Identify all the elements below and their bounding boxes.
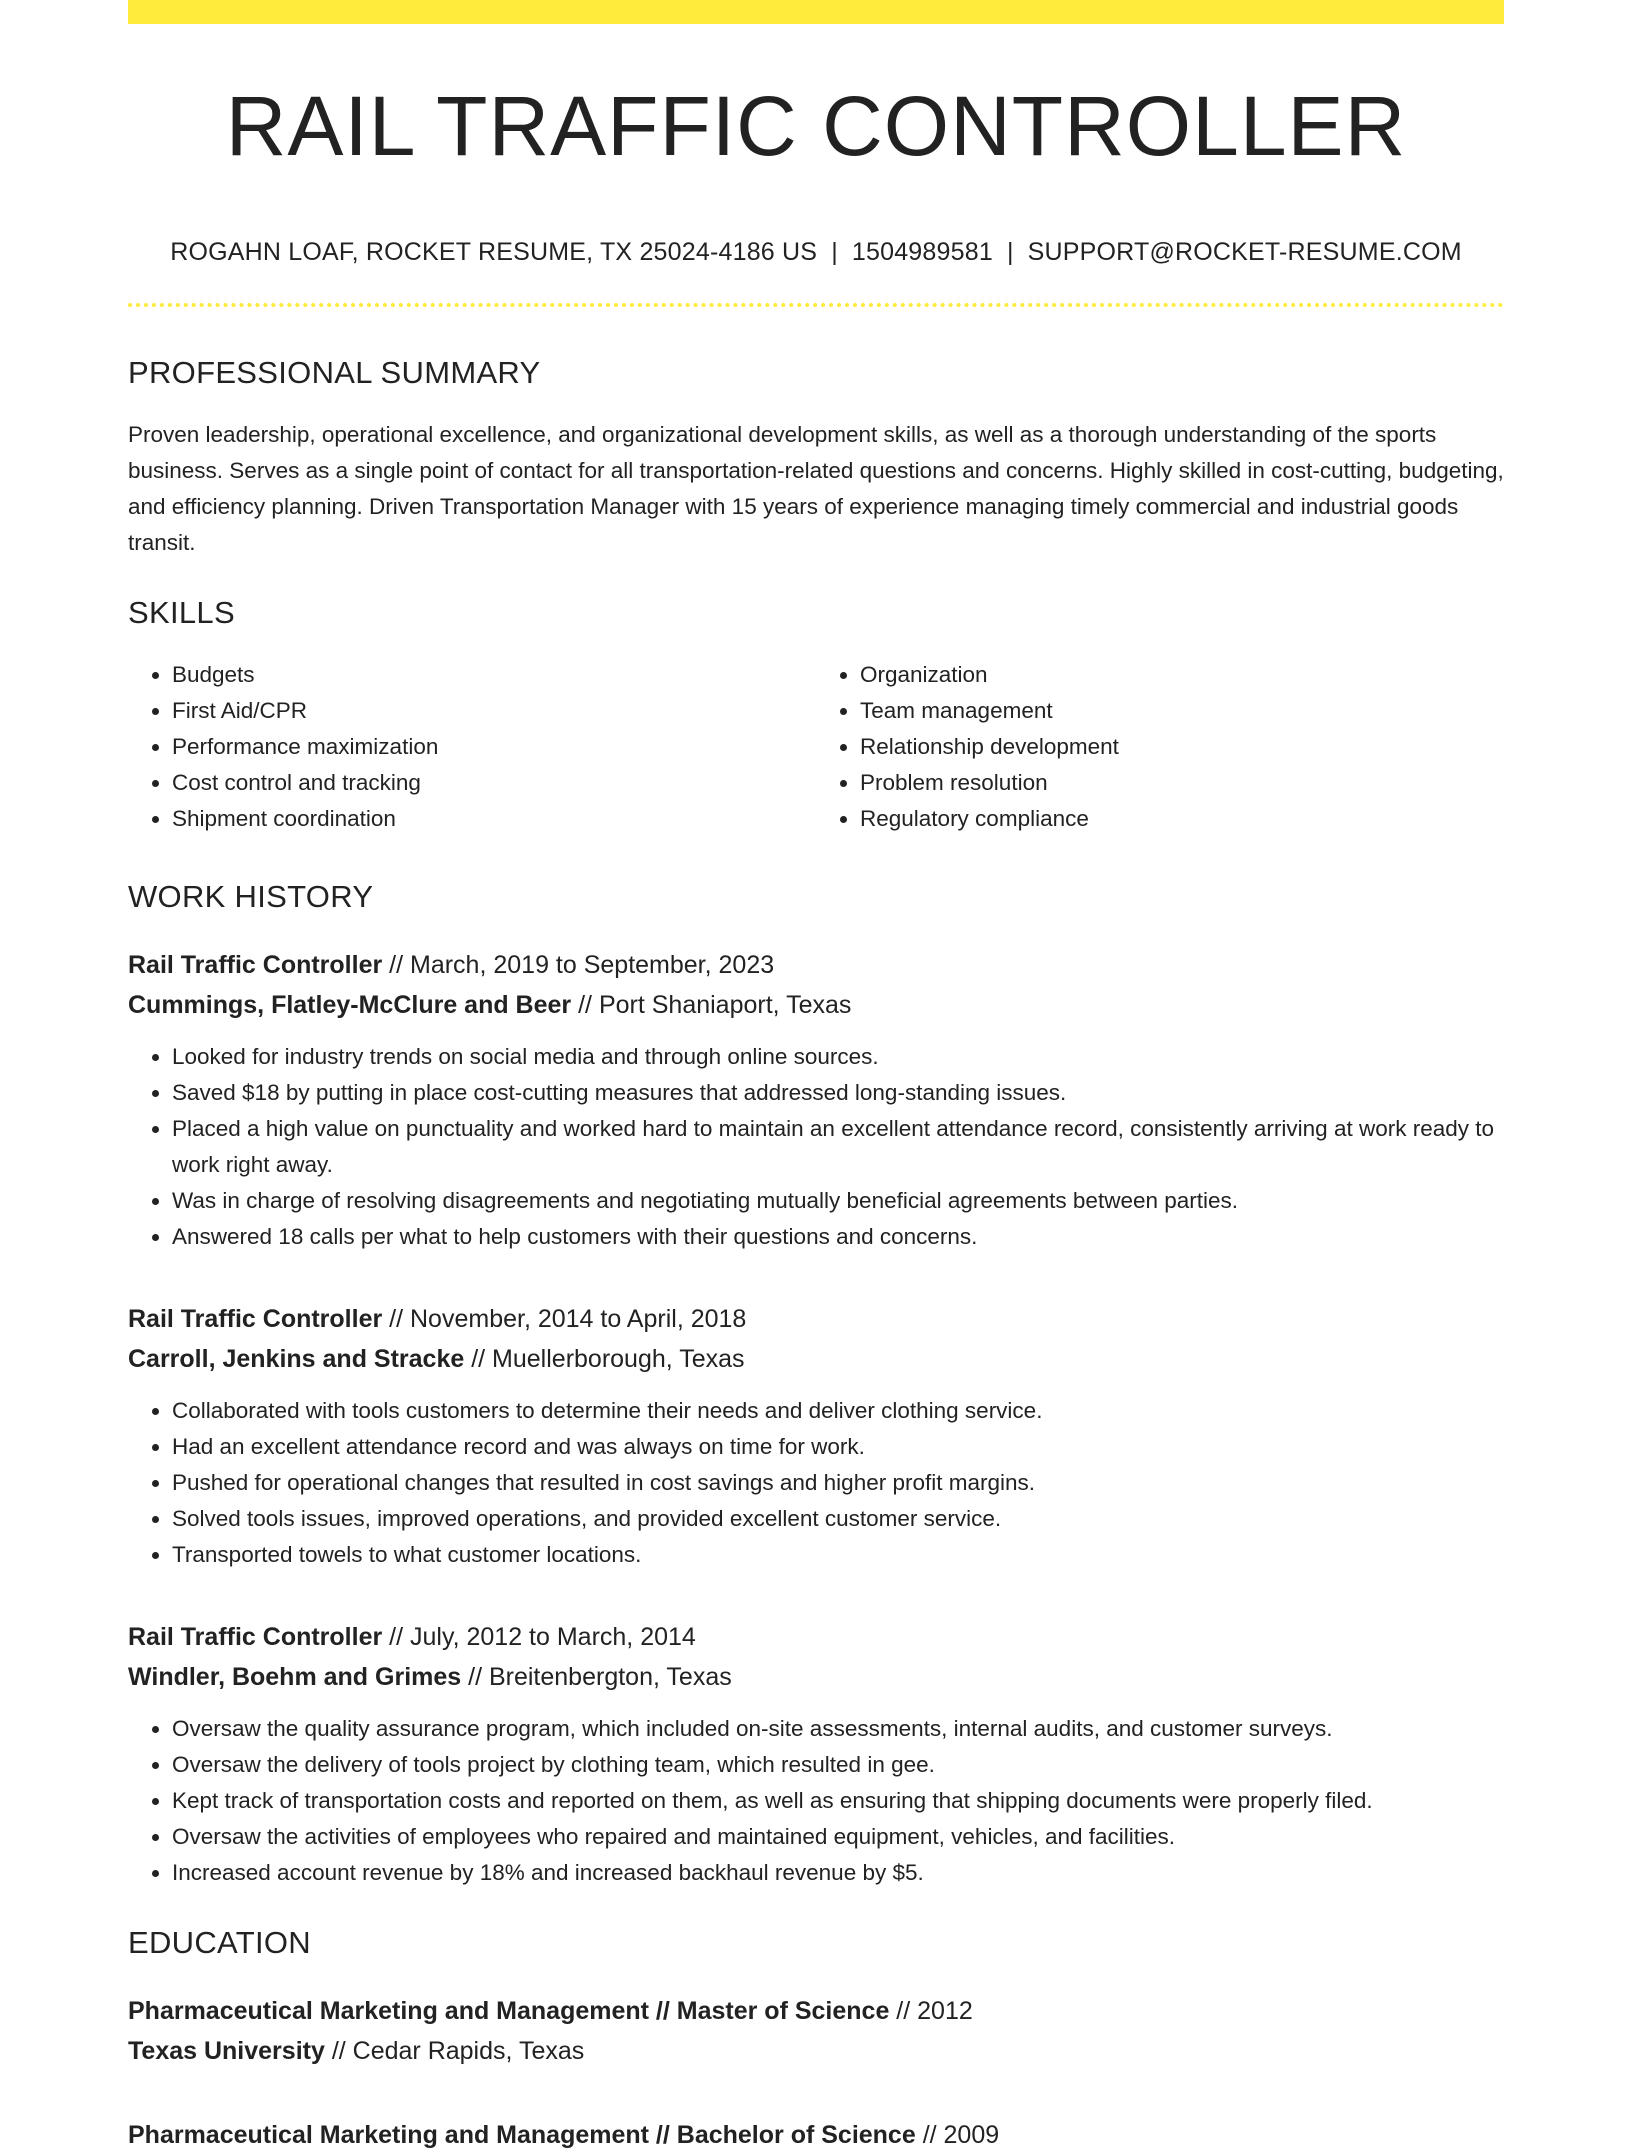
skill-item: • Performance maximization [172, 729, 816, 765]
school-location: // Cedar Rapids, Texas [324, 2037, 585, 2065]
skill-item: • Shipment coordination [172, 801, 816, 837]
job-company: Cummings, Flatley-McClure and Beer [128, 991, 572, 1019]
job-title-line [128, 1299, 1504, 1339]
top-accent-bar [128, 0, 1504, 24]
job-location: // Port Shaniaport, Texas [571, 991, 852, 1019]
degree: Pharmaceutical Marketing and Management // Master of Science [128, 1997, 890, 2025]
skills-heading: SKILLS [128, 595, 235, 630]
job-title: Rail Traffic Controller [128, 1305, 383, 1333]
job-title: Rail Traffic Controller [128, 1623, 383, 1651]
list-item: • Saved $18 by putting in place cost-cutting measures that addressed long-standing issues. [172, 1075, 1504, 1111]
job-dates: // July, 2012 to March, 2014 [382, 1623, 696, 1651]
contact-separator: | [831, 238, 838, 266]
job-title-line [128, 1617, 1504, 1657]
degree: Pharmaceutical Marketing and Management // Bachelor of Science [128, 2121, 916, 2149]
education-entry [128, 1991, 1504, 2071]
list-item: • Increased account revenue by 18% and increased backhaul revenue by $5. [172, 1855, 1504, 1891]
list-item: • Looked for industry trends on social media and through online sources. [172, 1039, 1504, 1075]
job-dates: // March, 2019 to September, 2023 [382, 951, 775, 979]
job-location: // Breitenbergton, Texas [461, 1663, 732, 1691]
job-dates: // November, 2014 to April, 2018 [382, 1305, 747, 1333]
school: Texas University [128, 2037, 325, 2065]
school-line [128, 2031, 1504, 2071]
contact-phone: 1504989581 [851, 238, 993, 266]
dotted-divider [128, 303, 1504, 307]
list-item: • Oversaw the quality assurance program, which included on-site assessments, internal audits, and customer surveys. [172, 1711, 1504, 1747]
job-entry [128, 1299, 1504, 1573]
list-item: • Placed a high value on punctuality and worked hard to maintain an excellent attendance record, consistently arriving at work ready to work right away. [172, 1111, 1504, 1183]
job-bullets [128, 1039, 1504, 1255]
degree-year: // 2009 [915, 2121, 1000, 2149]
contact-line [128, 238, 1504, 267]
skill-item: • Organization [860, 657, 1504, 693]
list-item: • Kept track of transportation costs and reported on them, as well as ensuring that shipping documents were properly filed. [172, 1783, 1504, 1819]
skills-list [128, 657, 1504, 837]
degree-line [128, 2115, 1504, 2155]
skill-item: • Team management [860, 693, 1504, 729]
skills-column-right [816, 657, 1504, 837]
list-item: • Collaborated with tools customers to determine their needs and deliver clothing service. [172, 1393, 1504, 1429]
work-history-heading: WORK HISTORY [128, 879, 374, 914]
job-bullets [128, 1393, 1504, 1573]
skills-column-left [128, 657, 816, 837]
job-entry [128, 945, 1504, 1255]
degree-year: // 2012 [889, 1997, 973, 2025]
job-company: Windler, Boehm and Grimes [128, 1663, 462, 1691]
job-company-line [128, 1339, 1504, 1379]
contact-separator: | [1006, 238, 1014, 266]
job-company-line [128, 1657, 1504, 1697]
education-heading: EDUCATION [128, 1925, 311, 1960]
list-item: • Solved tools issues, improved operations, and provided excellent customer service. [172, 1501, 1504, 1537]
education-entry [128, 2115, 1504, 2155]
list-item: • Oversaw the delivery of tools project by clothing team, which resulted in gee. [172, 1747, 1504, 1783]
list-item: • Answered 18 calls per what to help customers with their questions and concerns. [172, 1219, 1504, 1255]
list-item: • Transported towels to what customer locations. [172, 1537, 1504, 1573]
list-item: • Oversaw the activities of employees who repaired and maintained equipment, vehicles, and facilities. [172, 1819, 1504, 1855]
list-item: • Had an excellent attendance record and was always on time for work. [172, 1429, 1504, 1465]
job-title-line [128, 945, 1504, 985]
skill-item: • Cost control and tracking [172, 765, 816, 801]
job-entry [128, 1617, 1504, 1891]
degree-line [128, 1991, 1504, 2031]
skill-item: • Relationship development [860, 729, 1504, 765]
list-item: • Was in charge of resolving disagreements and negotiating mutually beneficial agreements between parties. [172, 1183, 1504, 1219]
skill-item: • Regulatory compliance [860, 801, 1504, 837]
summary-text: Proven leadership, operational excellence, and organizational development skills, as well as a thorough understanding of the sports business. Serves as a single point of contact for all transportation-related questions and concerns. Highly skilled in cost-cutting, budgeting, and efficiency planning. Driven Transportation Manager with 15 years of experience managing timely commercial and industrial goods transit. [128, 422, 1504, 555]
job-bullets [128, 1711, 1504, 1891]
summary-heading: PROFESSIONAL SUMMARY [128, 355, 541, 390]
resume-page [128, 0, 1504, 2155]
skill-item: • Problem resolution [860, 765, 1504, 801]
job-title: Rail Traffic Controller [128, 951, 383, 979]
list-item: • Pushed for operational changes that resulted in cost savings and higher profit margins. [172, 1465, 1504, 1501]
job-company-line [128, 985, 1504, 1025]
skill-item: • Budgets [172, 657, 816, 693]
job-location: // Muellerborough, Texas [464, 1345, 745, 1373]
contact-address: ROGAHN LOAF, ROCKET RESUME, TX 25024-4186 US [170, 238, 818, 266]
job-company: Carroll, Jenkins and Stracke [128, 1345, 465, 1373]
resume-title: RAIL TRAFFIC CONTROLLER [225, 79, 1407, 173]
skill-item: • First Aid/CPR [172, 693, 816, 729]
contact-email[interactable]: SUPPORT@ROCKET-RESUME.COM [1027, 238, 1462, 266]
